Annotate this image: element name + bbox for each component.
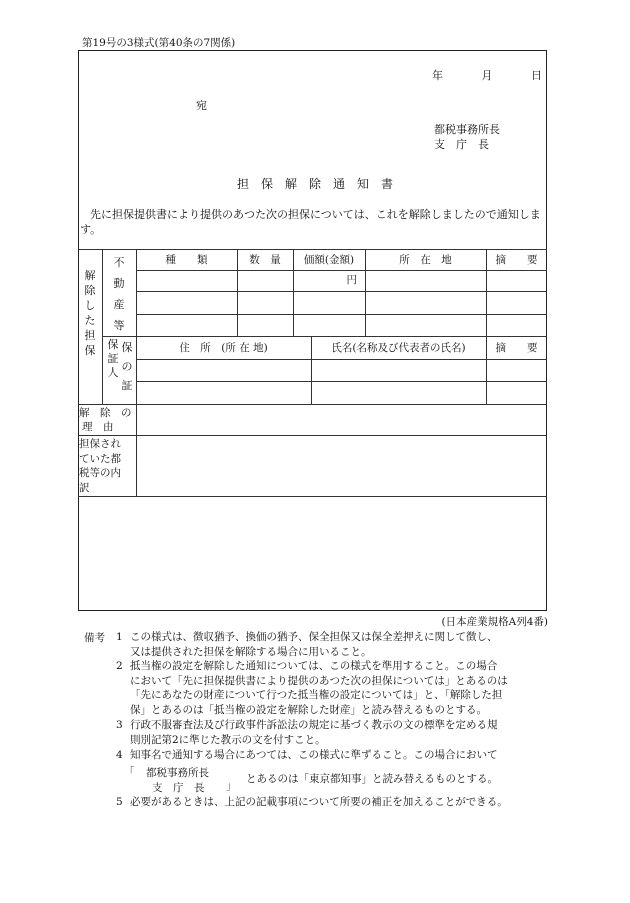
note4-name-1: 都税事務所長 bbox=[146, 767, 209, 779]
header-guarantor-name: 氏名(名称及び代表者の氏名) bbox=[331, 342, 466, 354]
date-line bbox=[432, 67, 542, 83]
secured-taxes-label: 担保され ていた都 税等の内 訳 bbox=[79, 438, 121, 494]
table-line bbox=[78, 496, 547, 497]
header-kind: 種 類 bbox=[165, 254, 208, 266]
table-line bbox=[78, 404, 547, 405]
release-reason-label: 解 除 の 理 由 bbox=[79, 407, 132, 433]
released-collateral-label: 解 除 し た 担 保 bbox=[84, 269, 96, 357]
table-line bbox=[102, 336, 547, 337]
table-line bbox=[486, 249, 487, 404]
table-line bbox=[102, 249, 103, 404]
real-estate-label: 不 動 産 等 bbox=[113, 256, 125, 332]
header-summary: 摘 要 bbox=[495, 254, 538, 266]
header-quantity: 数 量 bbox=[249, 254, 281, 266]
document-title: 担 保 解 除 通 知 書 bbox=[236, 177, 393, 191]
intro-text: 先に担保提供書により提供のあつた次の担保については、これを解除しましたので通知します。 bbox=[80, 208, 541, 236]
table-line bbox=[78, 249, 547, 250]
yen-unit: 円 bbox=[346, 274, 357, 286]
date-year: 年 bbox=[432, 69, 443, 82]
note4-tail: とあるのは「東京都知事」と読み替えるものとする。 bbox=[246, 773, 498, 785]
table-line bbox=[136, 249, 137, 496]
table-line bbox=[78, 435, 547, 436]
issuer-block bbox=[434, 122, 500, 152]
note4-bracket-close: 」 bbox=[226, 780, 237, 792]
issuer-line-2: 支 庁 長 bbox=[434, 138, 489, 151]
header-price: 価額(金額) bbox=[303, 254, 355, 266]
header-guarantor-address: 住 所 (所 在 地) bbox=[179, 342, 268, 354]
date-month: 月 bbox=[481, 69, 493, 82]
addressee-suffix: 宛 bbox=[196, 99, 207, 112]
header-guarantor-summary: 摘 要 bbox=[495, 342, 538, 354]
header-location: 所 在 地 bbox=[399, 254, 452, 266]
remarks-label: 備考 bbox=[84, 632, 105, 644]
note4-bracket-open: 「 bbox=[124, 766, 135, 778]
issuer-line-1: 都税事務所長 bbox=[434, 123, 500, 136]
form-number-label: 第19号の3様式(第40条の7関係) bbox=[82, 37, 236, 49]
note4-name-2: 支 庁 長 bbox=[152, 782, 205, 794]
paper-standard-note: (日本産業規格A列4番) bbox=[441, 616, 548, 628]
date-day: 日 bbox=[531, 69, 542, 82]
